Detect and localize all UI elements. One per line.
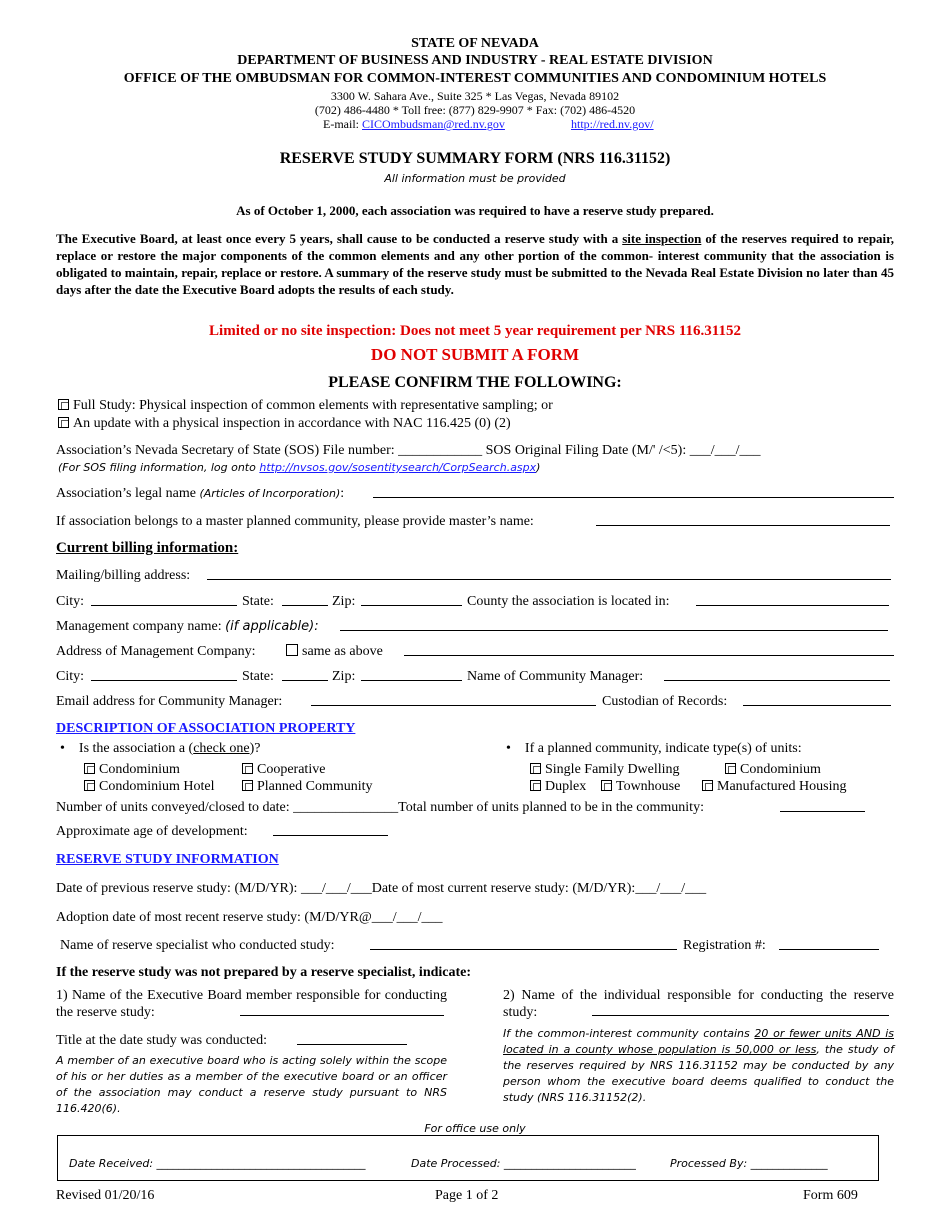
form-number: Form 609 (803, 1188, 858, 1203)
intro-text-1: The Executive Board, at least once every 5 years, shall cause to be conducted a reserve study with a (56, 231, 623, 246)
mgmt-name-hint: (if applicable): (225, 619, 319, 634)
custodian-label: Custodian of Records: (602, 694, 728, 709)
mgmt-name-field[interactable] (340, 617, 888, 631)
board-member-label: 1) Name of the Executive Board member responsible for conducting the reserve study: (56, 988, 447, 1020)
mgmt-city-label: City: (56, 669, 85, 684)
question-prefix: Is the association a ( (78, 741, 194, 756)
registration-label: Registration #: (683, 938, 766, 953)
mgmt-address-field[interactable] (404, 642, 894, 656)
do-not-submit: DO NOT SUBMIT A FORM (370, 345, 580, 364)
unit-manufactured (702, 779, 846, 795)
form-title: RESERVE STUDY SUMMARY FORM (NRS 116.31152) (279, 150, 671, 167)
state-name: STATE OF NEVADA (411, 36, 539, 51)
email-label: E-mail: (323, 117, 359, 131)
mailing-label: Mailing/billing address: (56, 568, 191, 583)
age-field[interactable] (273, 822, 388, 836)
reserve-heading: RESERVE STUDY INFORMATION (56, 852, 279, 867)
cooperative-checkbox[interactable] (242, 763, 253, 774)
city-field[interactable] (91, 592, 237, 606)
sos-file-number[interactable]: Association’s Nevada Secretary of State (SOS) File number: ____________ SOS Original Filing Date (M/' /<5): ___/___/___ (56, 443, 761, 458)
unit-condominium-checkbox[interactable] (725, 763, 736, 774)
unit-townhouse (601, 779, 680, 795)
custodian-field[interactable] (743, 692, 891, 706)
title-at-date-field[interactable] (297, 1031, 407, 1045)
processed-by: Processed By: ______________ (670, 1157, 828, 1170)
full-study-option (58, 398, 553, 414)
single-family-checkbox[interactable] (530, 763, 541, 774)
community-manager-label: Name of Community Manager: (467, 669, 644, 684)
update-label: An update with a physical inspection in accordance with NAC 116.425 (0) (2) (73, 416, 511, 431)
age-label: Approximate age of development: (56, 824, 248, 839)
legal-name-field[interactable] (373, 484, 894, 498)
title-at-date-label: Title at the date study was conducted: (56, 1033, 267, 1048)
not-specialist-heading: If the reserve study was not prepared by a reserve specialist, indicate: (56, 965, 472, 980)
type-condominium-hotel (84, 779, 215, 795)
units-conveyed-label: Number of units conveyed/closed to date: _______________Total number of units planned to be in the community: (56, 800, 704, 815)
date-processed: Date Processed: ________________________ (411, 1157, 636, 1170)
form-subtitle: All information must be provided (384, 172, 566, 185)
type-planned-community (242, 779, 373, 795)
city-label: City: (56, 594, 85, 609)
question-suffix: )? (249, 741, 261, 756)
unit-type-label: Single Family Dwelling (545, 762, 680, 777)
unit-type-label: Duplex (545, 779, 587, 794)
small-note-suffix: , the study of the reserves required by NRS 116.31152 may be conducted by any person whom the executive board deems qualified to conduct the study (NRS 116.31152(2). (503, 1043, 894, 1104)
manager-email-label: Email address for Community Manager: (56, 694, 283, 709)
master-planned-label: If association belongs to a master planned community, please provide master’s name: (56, 514, 534, 529)
unit-type-label: Manufactured Housing (717, 779, 847, 794)
revised-date: Revised 01/20/16 (56, 1188, 155, 1203)
board-member-field[interactable] (240, 1002, 444, 1016)
mgmt-city-field[interactable] (91, 667, 237, 681)
mgmt-state-label: State: (242, 669, 274, 684)
mgmt-zip-field[interactable] (361, 667, 462, 681)
type-label: Condominium Hotel (99, 779, 215, 794)
office-address: 3300 W. Sahara Ave., Suite 325 * Las Vegas, Nevada 89102 (330, 89, 620, 103)
state-label: State: (242, 594, 274, 609)
board-note: A member of an executive board who is acting solely within the scope of his or her duties as a member of the executive board or an officer of the association may conduct a reserve study pursuant to NRS 116.420(6). (56, 1054, 447, 1115)
condominium-hotel-checkbox[interactable] (84, 780, 95, 791)
individual-label: 2) Name of the individual responsible for conducting the reserve study: (503, 988, 894, 1020)
townhouse-checkbox[interactable] (601, 780, 612, 791)
unit-type-label: Townhouse (616, 779, 681, 794)
condominium-checkbox[interactable] (84, 763, 95, 774)
intro-text-2: of the reserves required to repair, replace or restore the major components of the common elements and any other portion of the common- interest community that the association is obligated to maintain, repair, replace or restore. A summary of the reserve study must be submitted to the Nevada Real Estate Division no later than 45 days after the date the Executive Board adopts the results of each study. (56, 231, 894, 297)
full-study-checkbox[interactable] (58, 399, 69, 410)
type-cooperative (242, 762, 325, 778)
mgmt-address-label: Address of Management Company: (56, 644, 256, 659)
bullet-icon: • (60, 741, 65, 756)
question-underlined: check one (193, 741, 250, 756)
date-received: Date Received: ______________________________________ (69, 1157, 366, 1170)
email-line (323, 117, 505, 132)
mgmt-name-text: Management company name: (56, 619, 226, 634)
sos-link[interactable]: http://nvsos.gov/sosentitysearch/CorpSearch.aspx (259, 461, 537, 474)
mailing-field[interactable] (207, 566, 891, 580)
same-as-above-label: same as above (302, 644, 383, 659)
county-label: County the association is located in: (467, 594, 670, 609)
update-checkbox[interactable] (58, 417, 69, 428)
state-field[interactable] (282, 592, 328, 606)
unit-types-question (506, 741, 802, 757)
manager-email-field[interactable] (311, 692, 596, 706)
office-phones: (702) 486-4480 * Toll free: (877) 829-9907 * Fax: (702) 486-4520 (314, 103, 636, 117)
unit-types-question-text: If a planned community, indicate type(s) of units: (524, 741, 802, 756)
same-as-above-checkbox[interactable] (286, 644, 298, 656)
small-note-prefix: If the common-interest community contains (503, 1027, 755, 1040)
same-as-above-option (286, 644, 383, 660)
unit-type-label: Condominium (740, 762, 821, 777)
community-manager-field[interactable] (664, 667, 890, 681)
unit-single-family (530, 762, 680, 778)
legal-name-hint: (Articles of Incorporation) (199, 487, 341, 500)
sos-note (58, 461, 540, 474)
sos-note-prefix: (For SOS filing information, log onto (58, 461, 260, 474)
units-planned-field[interactable] (780, 798, 865, 812)
specialist-label: Name of reserve specialist who conducted study: (60, 938, 335, 953)
individual-field[interactable] (592, 1002, 889, 1016)
specialist-field[interactable] (370, 936, 677, 950)
intro-text-underlined: site inspection (622, 231, 702, 246)
unit-duplex (530, 779, 586, 795)
type-label: Condominium (99, 762, 180, 777)
mgmt-state-field[interactable] (282, 667, 328, 681)
type-label: Cooperative (257, 762, 326, 777)
bullet-icon: • (506, 741, 511, 756)
warning-line: Limited or no site inspection: Does not meet 5 year requirement per NRS 116.31152 (209, 323, 741, 339)
office-use-label: For office use only (424, 1122, 526, 1135)
email-link[interactable]: CICOmbudsman@red.nv.gov (362, 117, 505, 131)
website-link[interactable]: http://red.nv.gov/ (571, 117, 654, 131)
intro-line: As of October 1, 2000, each association was required to have a reserve study prepared. (236, 203, 714, 218)
mgmt-zip-label: Zip: (332, 669, 356, 684)
master-name-field[interactable] (596, 512, 890, 526)
small-community-note (503, 1026, 894, 1106)
full-study-label: Full Study: Physical inspection of common elements with representative sampling; or (73, 398, 553, 413)
small-note-underlined: 20 or fewer units AND is located in a county whose population is 50,000 or less (503, 1027, 894, 1056)
confirm-heading: PLEASE CONFIRM THE FOLLOWING: (328, 374, 622, 391)
update-option (58, 416, 511, 432)
page-number: Page 1 of 2 (435, 1188, 499, 1203)
zip-label: Zip: (332, 594, 356, 609)
legal-name-label (56, 486, 344, 502)
previous-study-dates[interactable]: Date of previous reserve study: (M/D/YR): ___/___/___Date of most current reserve study: (M/D/YR):___/___/___ (56, 881, 707, 896)
planned-community-checkbox[interactable] (242, 780, 253, 791)
legal-name-text: Association’s legal name (56, 486, 200, 501)
billing-heading: Current billing information: (56, 540, 239, 556)
county-field[interactable] (696, 592, 889, 606)
association-type-question (60, 741, 260, 757)
office-name: OFFICE OF THE OMBUDSMAN FOR COMMON-INTEREST COMMUNITIES AND CONDOMINIUM HOTELS (123, 71, 827, 86)
intro-paragraph (56, 230, 894, 298)
type-condominium (84, 762, 180, 778)
adoption-date[interactable]: Adoption date of most recent reserve study: (M/D/YR@___/___/___ (56, 910, 443, 925)
mgmt-name-label (56, 619, 319, 635)
sos-note-suffix: ) (536, 461, 541, 474)
property-heading: DESCRIPTION OF ASSOCIATION PROPERTY (56, 721, 356, 736)
legal-name-colon: : (340, 486, 345, 501)
manufactured-checkbox[interactable] (702, 780, 713, 791)
department-name: DEPARTMENT OF BUSINESS AND INDUSTRY - REAL ESTATE DIVISION (237, 53, 713, 68)
duplex-checkbox[interactable] (530, 780, 541, 791)
zip-field[interactable] (361, 592, 462, 606)
office-use-box (57, 1135, 879, 1181)
unit-condominium (725, 762, 821, 778)
registration-field[interactable] (779, 936, 879, 950)
type-label: Planned Community (257, 779, 373, 794)
